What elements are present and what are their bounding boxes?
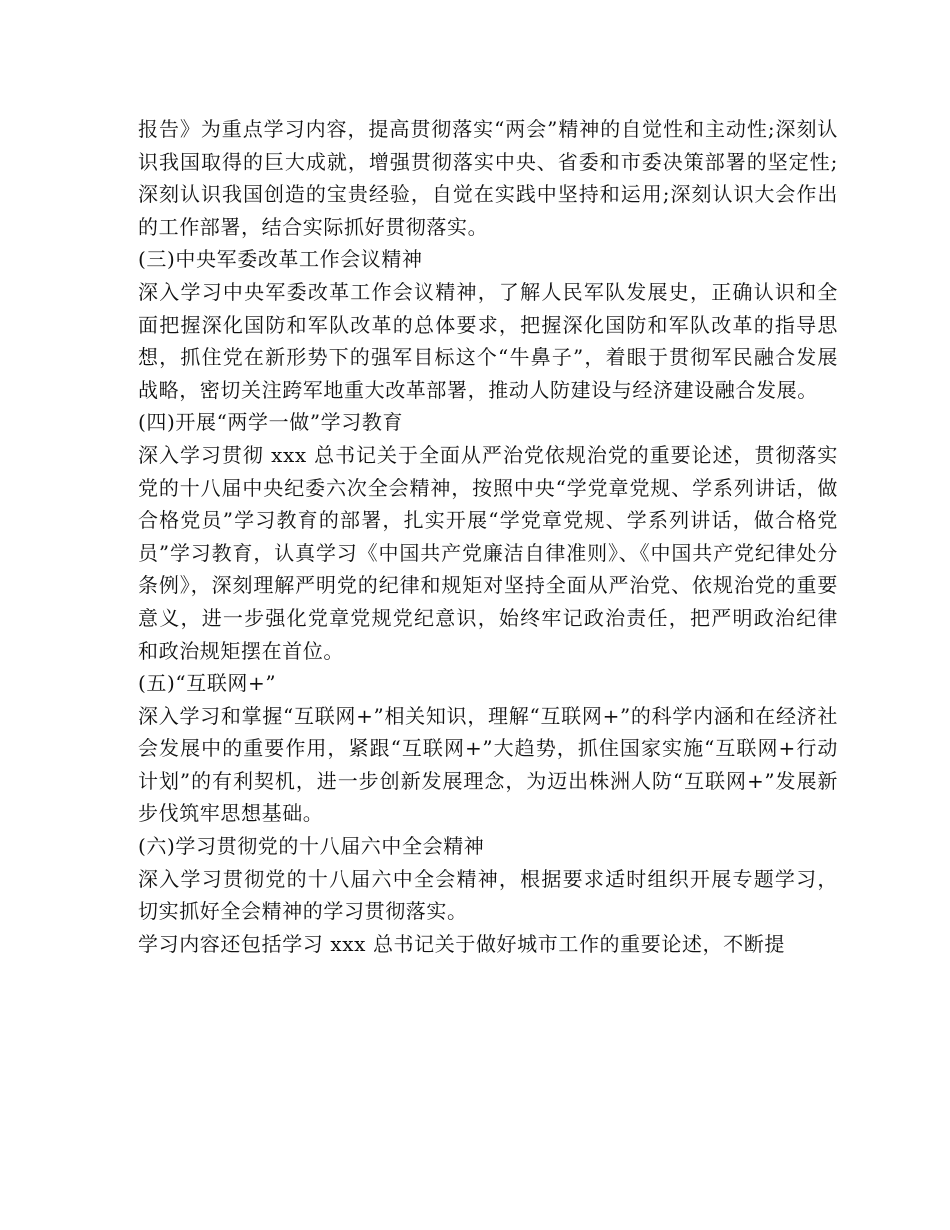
heading-section-4: (四)开展“两学一做”学习教育 — [138, 410, 404, 435]
heading-section-6: (六)学习贯彻党的十八届六中全会精神 — [138, 834, 485, 859]
paragraph-sixth-plenum: 深入学习贯彻党的十八届六中全会精神，根据要求适时组织开展专题学习，切实抓好全会精神的学习贯彻落实。 — [138, 866, 838, 924]
paragraph-military-reform: 深入学习中央军委改革工作会议精神，了解人民军队发展史，正确认识和全面把握深化国防和军队改革的总体要求，把握深化国防和军队改革的指导思想，抓住党在新形势下的强军目标这个“牛鼻子”，着眼于贯彻军民融合发展战略，密切关注跨军地重大改革部署，推动人防建设与经济建设融合发展。 — [138, 279, 838, 402]
paragraph-two-sessions: 报告》为重点学习内容，提高贯彻落实“两会”精神的自觉性和主动性;深刻认识我国取得的巨大成就，增强贯彻落实中央、省委和市委决策部署的坚定性;深刻认识我国创造的宝贵经验，自觉在实践中坚持和运用;深刻认识大会作出的工作部署，结合实际抓好贯彻落实。 — [138, 117, 838, 239]
paragraph-two-studies: 深入学习贯彻 xxx 总书记关于全面从严治党依规治党的重要论述，贯彻落实党的十八届中央纪委六次全会精神，按照中央“学党章党规、学系列讲话，做合格党员”学习教育的部署，扎实开展“学党章党规、学系列讲话，做合格党员”学习教育，认真学习《中国共产党廉洁自律准则》、《中国共产党纪律处分条例》，深刻理解严明党的纪律和规矩对坚持全面从严治党、依规治党的重要意义，进一步强化党章党规党纪意识，始终牢记政治责任，把严明政治纪律和政治规矩摆在首位。 — [138, 442, 838, 663]
paragraph-city-work: 学习内容还包括学习 xxx 总书记关于做好城市工作的重要论述，不断提 — [138, 931, 785, 956]
paragraph-internet-plus: 深入学习和掌握“互联网+”相关知识，理解“互联网+”的科学内涵和在经济社会发展中的重要作用，紧跟“互联网+”大趋势，抓住国家实施“互联网+行动计划”的有利契机，进一步创新发展理念，为迈出株洲人防“互联网+”发展新步伐筑牢思想基础。 — [138, 703, 838, 826]
heading-section-5: (五)“互联网+” — [138, 671, 277, 696]
document-page — [138, 113, 838, 960]
heading-section-3: (三)中央军委改革工作会议精神 — [138, 247, 423, 272]
